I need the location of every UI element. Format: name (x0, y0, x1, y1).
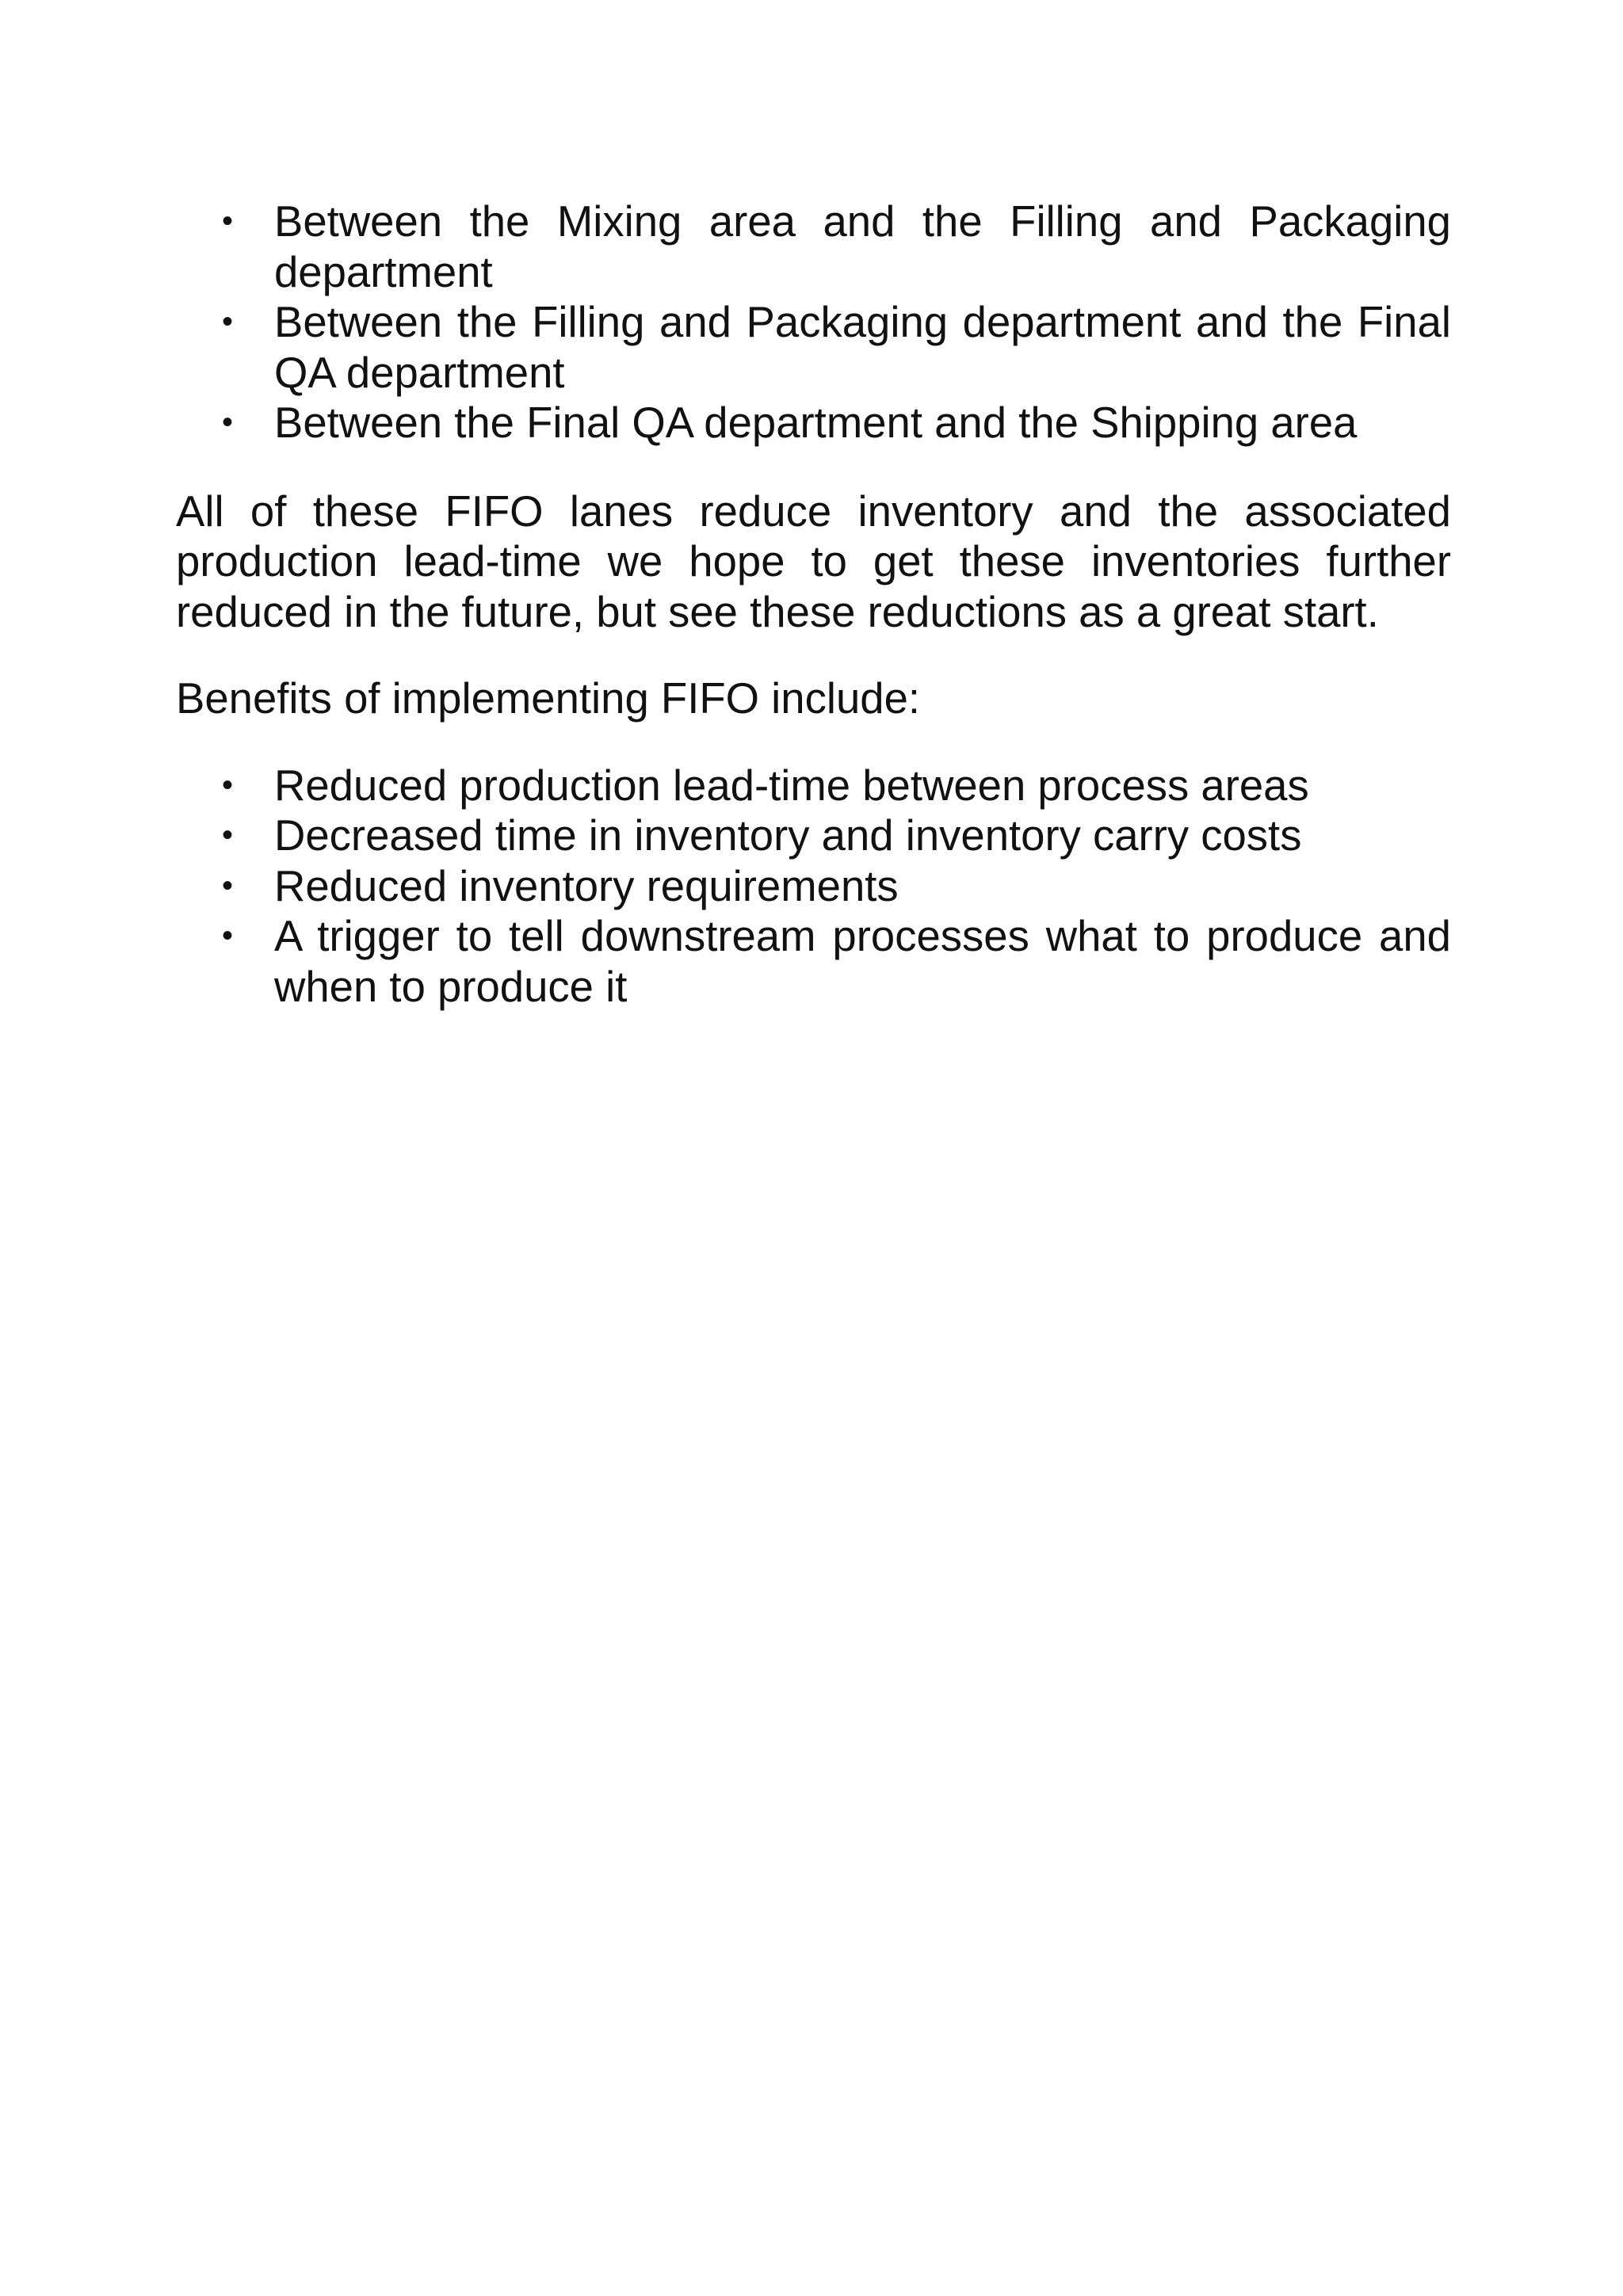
benefits-intro-paragraph: Benefits of implementing FIFO include: (176, 674, 921, 723)
spacer (176, 448, 1451, 486)
bullet-icon: • (222, 818, 234, 852)
list-item (222, 761, 1451, 811)
list-item (222, 911, 1451, 1012)
bullet-icon: • (222, 868, 234, 903)
spacer (176, 637, 1451, 673)
spacer (176, 724, 1451, 761)
benefits-list (176, 761, 1451, 1013)
list-item (222, 398, 1451, 448)
fifo-lanes-list (176, 196, 1451, 448)
bullet-icon: • (222, 918, 234, 953)
list-item-text: Between the Final QA department and the Shipping area (274, 399, 1358, 447)
list-item-text: Between the Mixing area and the Filling and Packaging department (274, 197, 1451, 296)
list-item-text: Between the Filling and Packaging department and the Final QA department (274, 298, 1451, 397)
bullet-icon: • (222, 405, 234, 440)
bullet-icon: • (222, 204, 234, 238)
bullet-icon: • (222, 767, 234, 803)
fifo-summary-paragraph: All of these FIFO lanes reduce inventory and the associated production lead-time we hope to get these inventories further reduced in the future, but see these reductions as a great start. (176, 486, 1451, 636)
document-body (176, 196, 1451, 1012)
list-item (222, 196, 1451, 297)
list-item (222, 297, 1451, 398)
list-item-text: Reduced production lead-time between process areas (274, 761, 1309, 810)
list-item-text: Decreased time in inventory and inventory carry costs (274, 811, 1302, 860)
list-item-text: A trigger to tell downstream processes what to produce and when to produce it (274, 912, 1451, 1011)
bullet-icon: • (222, 304, 234, 339)
list-item (222, 810, 1451, 861)
list-item-text: Reduced inventory requirements (274, 861, 899, 910)
list-item (222, 861, 1451, 912)
